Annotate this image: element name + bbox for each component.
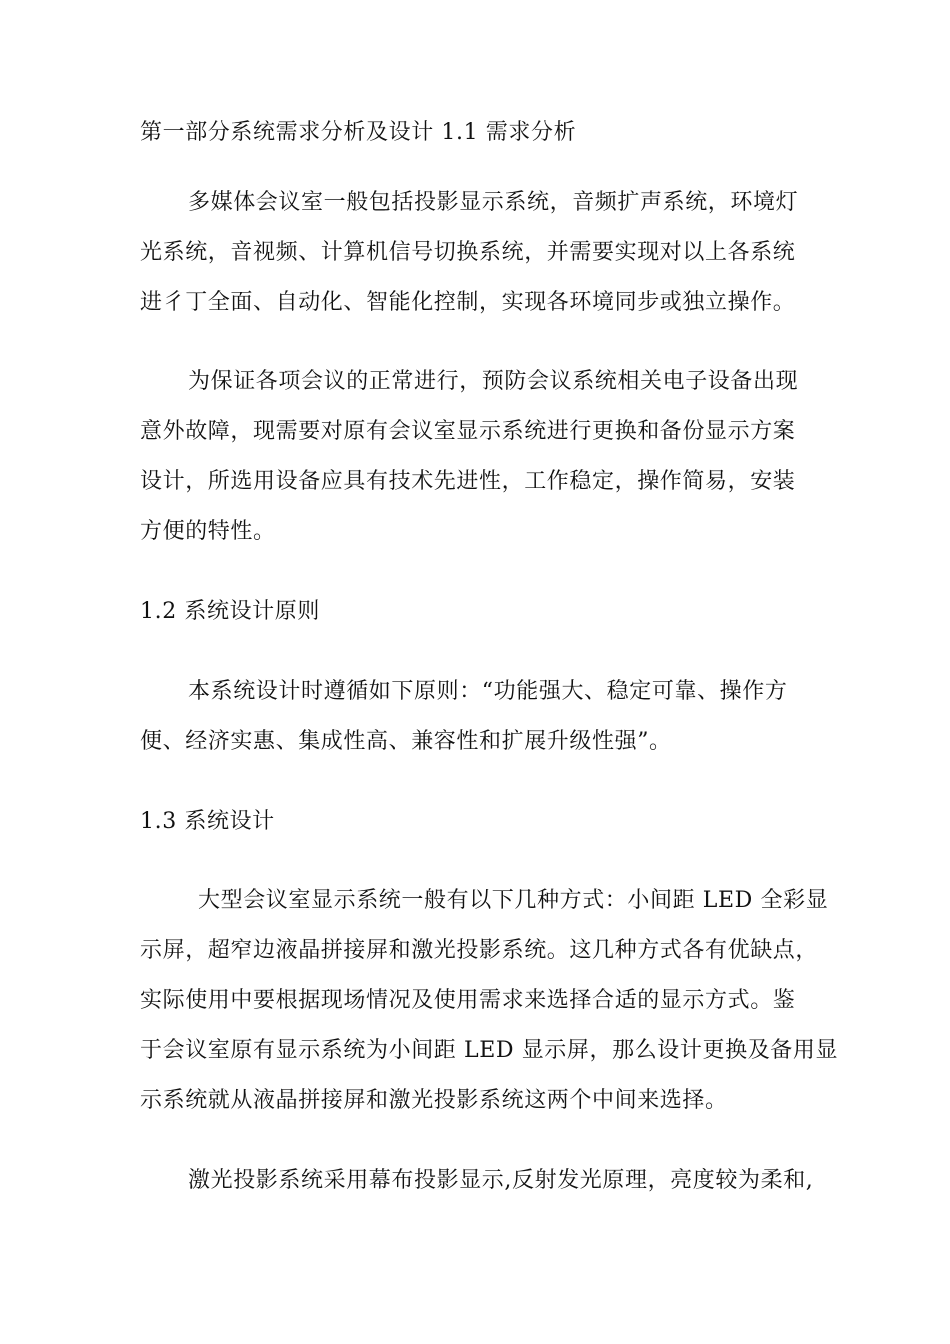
- paragraph-line: 示系统就从液晶拼接屏和激光投影系统这两个中间来选择。: [140, 1088, 728, 1113]
- section-heading-2: 1.2 系统设计原则: [140, 599, 320, 624]
- paragraph-line: 便、经济实惠、集成性高、兼容性和扩展升级性强”。: [140, 729, 672, 754]
- paragraph-line: 意外故障，现需要对原有会议室显示系统进行更换和备份显示方案: [140, 419, 796, 444]
- paragraph-line: 实际使用中要根据现场情况及使用需求来选择合适的显示方式。鉴: [140, 988, 796, 1013]
- paragraph-line: 本系统设计时遵循如下原则：“功能强大、稳定可靠、操作方: [188, 679, 788, 704]
- paragraph-line: 示屏，超窄边液晶拼接屏和激光投影系统。这几种方式各有优缺点，: [140, 938, 819, 963]
- paragraph-line: 设计，所选用设备应具有技术先进性，工作稳定，操作简易，安装: [140, 469, 796, 494]
- paragraph-line: 光系统，音视频、计算机信号切换系统，并需要实现对以上各系统: [140, 240, 796, 265]
- paragraph-line: 多媒体会议室一般包括投影显示系统，音频扩声系统，环境灯: [188, 190, 799, 215]
- paragraph-line: 大型会议室显示系统一般有以下几种方式：小间距 LED 全彩显: [198, 888, 829, 913]
- section-heading-1: 第一部分系统需求分析及设计 1.1 需求分析: [140, 120, 577, 145]
- paragraph-line: 为保证各项会议的正常进行，预防会议系统相关电子设备出现: [188, 369, 799, 394]
- section-heading-3: 1.3 系统设计: [140, 809, 275, 834]
- paragraph-line: 进彳丁全面、自动化、智能化控制，实现各环境同步或独立操作。: [140, 290, 796, 315]
- paragraph-line: 于会议室原有显示系统为小间距 LED 显示屏，那么设计更换及备用显: [140, 1038, 839, 1063]
- paragraph-line: 方便的特性。: [140, 519, 276, 544]
- paragraph-line: 激光投影系统采用幕布投影显示,反射发光原理，亮度较为柔和,: [188, 1168, 814, 1193]
